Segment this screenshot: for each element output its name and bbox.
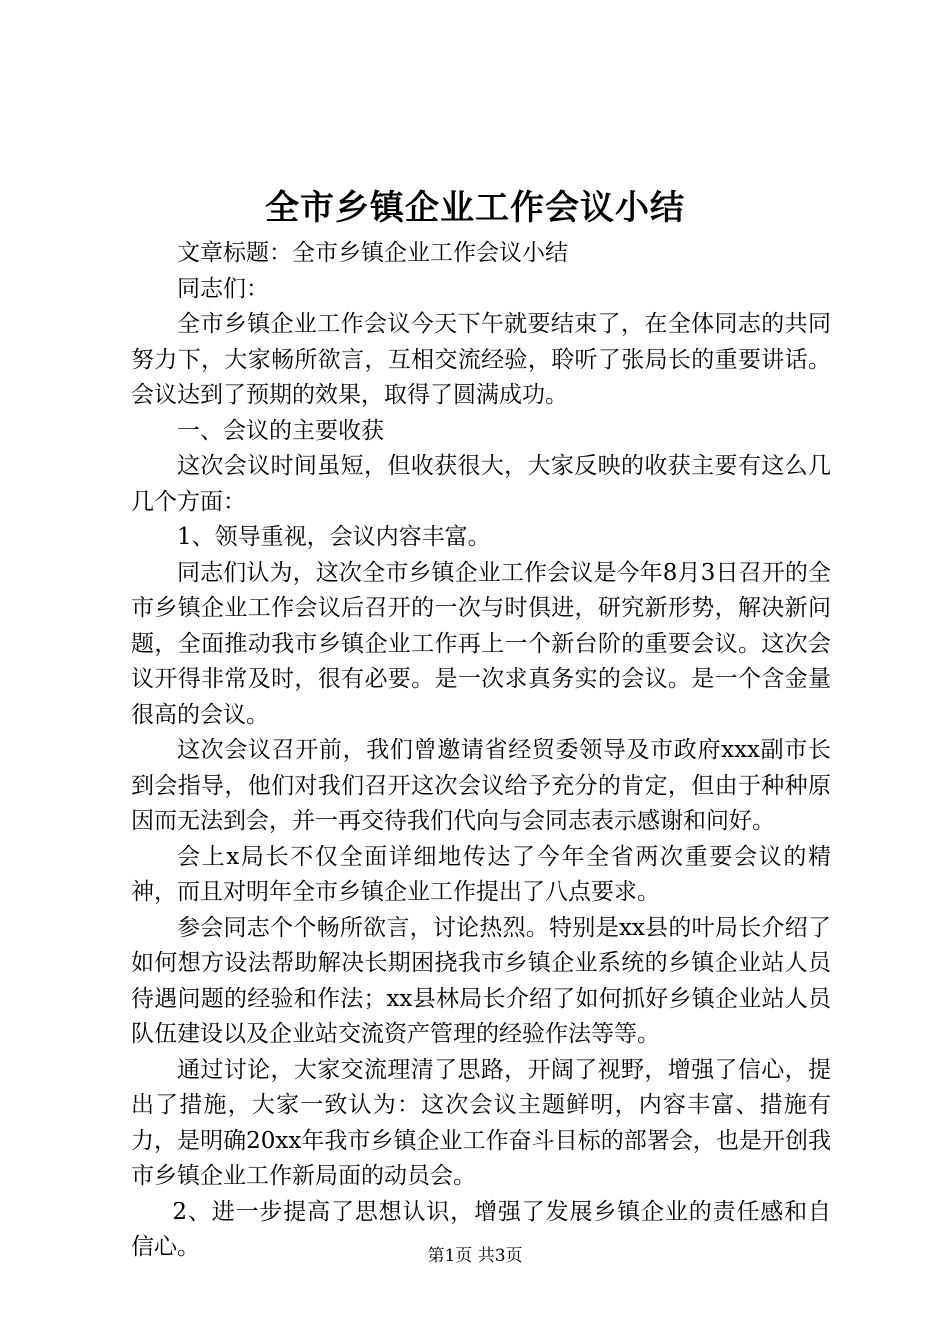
paragraph: 全市乡镇企业工作会议今天下午就要结束了，在全体同志的共同努力下，大家畅所欲言，互相交流经验，聆听了张局长的重要讲话。会议达到了预期的效果，取得了圆满成功。 [131,311,831,408]
page-number-footer: 第1页 共3页 [427,1246,523,1266]
paragraph: 这次会议召开前，我们曾邀请省经贸委领导及市政府xxx副市长到会指导，他们对我们召开这次会议给予充分的肯定，但由于种种原因而无法到会，并一再交待我们代向与会同志表示感谢和问好。 [131,737,831,834]
list-item-heading: 1、领导重视，会议内容丰富。 [177,524,491,550]
paragraph: 参会同志个个畅所欲言，讨论热烈。特别是xx县的叶局长介绍了如何想方设法帮助解决长期困挠我市乡镇企业系统的乡镇企业站人员待遇问题的经验和作法；xx县林局长介绍了如何抓好乡镇企业站人员队伍建设以及企业站交流资产管理的经验作法等等。 [131,914,831,1047]
salutation: 同志们： [177,275,269,302]
document-title: 全市乡镇企业工作会议小结 [265,188,685,228]
document-body [131,236,831,1266]
paragraph: 通过讨论，大家交流理清了思路，开阔了视野，增强了信心，提出了措施，大家一致认为：这次会议主题鲜明，内容丰富、措施有力，是明确20xx年我市乡镇企业工作奋斗目标的部署会，也是开创我市乡镇企业工作新局面的动员会。 [131,1056,831,1189]
paragraph: 这次会议时间虽短，但收获很大，大家反映的收获主要有这么几几个方面： [131,453,831,515]
paragraph: 同志们认为，这次全市乡镇企业工作会议是今年8月3日召开的全市乡镇企业工作会议后召开的一次与时俱进，研究新形势，解决新问题，全面推动我市乡镇企业工作再上一个新台阶的重要会议。这次会议开得非常及时，很有必要。是一次求真务实的会议。是一个含金量很高的会议。 [131,559,831,728]
section-heading: 一、会议的主要收获 [177,417,384,444]
article-title-line: 文章标题：全市乡镇企业工作会议小结 [177,240,568,266]
list-item-heading: 2、进一步提高了思想认识，增强了发展乡镇企业的责任感和自信心。 [131,1198,831,1260]
paragraph: 会上x局长不仅全面详细地传达了今年全省两次重要会议的精神，而且对明年全市乡镇企业工作提出了八点要求。 [131,843,831,905]
